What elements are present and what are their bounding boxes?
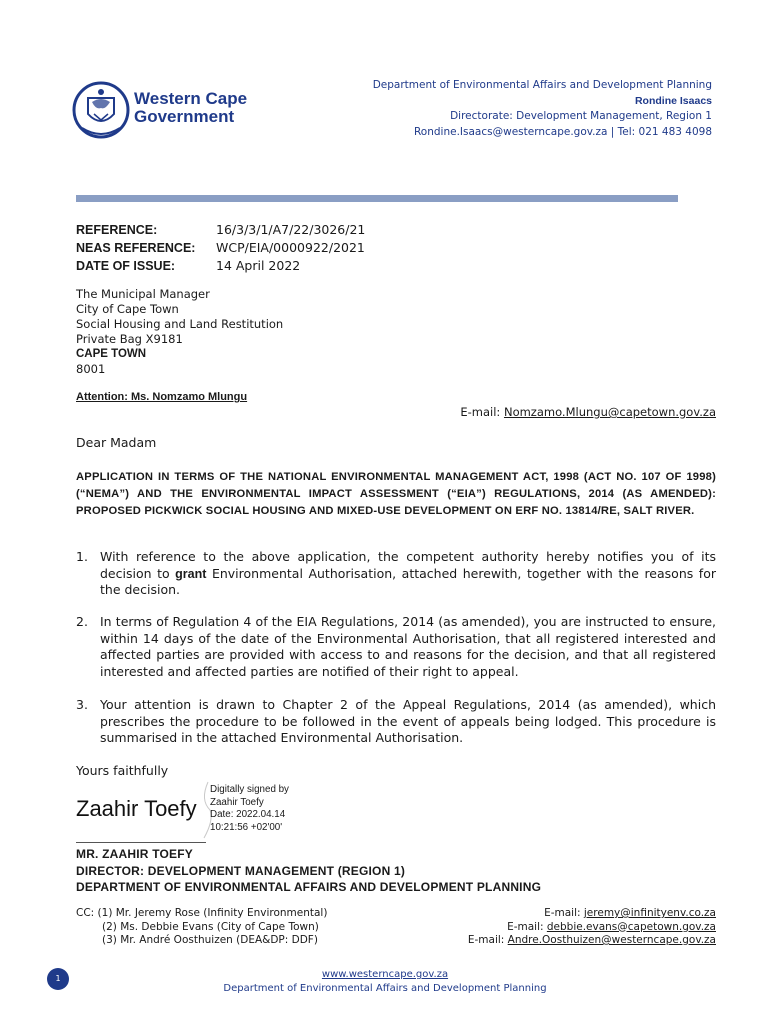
paragraph-text: Your attention is drawn to Chapter 2 of the Appeal Regulations, 2014 (as amended), which prescribes the procedure to be followed in the event of appeals being lodged. This procedure is summarised in the attached Environmental Authorisation. — [100, 697, 716, 745]
neas-reference-value: WCP/EIA/0000922/2021 — [216, 240, 365, 255]
signature-detail: 10:21:56 +02'00' — [210, 821, 283, 833]
signatory-name: MR. ZAAHIR TOEFY — [76, 847, 193, 861]
logo-text-line2: Government — [134, 107, 235, 126]
address-city: CAPE TOWN — [76, 348, 147, 360]
address-line: Private Bag X9181 — [76, 332, 183, 346]
paragraph-number: 3. — [76, 697, 88, 712]
signature-detail: Date: 2022.04.14 — [210, 809, 286, 820]
officer-name: Rondine Isaacs — [634, 94, 712, 107]
header-rule — [76, 195, 678, 202]
page-number-badge: 1 — [47, 968, 69, 990]
cc-item: CC: (1) Mr. Jeremy Rose (Infinity Environmental) — [76, 907, 328, 919]
signature-line — [76, 842, 206, 843]
directorate: Directorate: Development Management, Region 1 — [450, 110, 712, 122]
department-header — [373, 78, 712, 140]
cc-email-link[interactable]: debbie.evans@capetown.gov.za — [546, 920, 716, 933]
cc-item: (3) Mr. André Oosthuizen (DEA&DP: DDF) — [102, 934, 318, 946]
digital-signature-details — [210, 784, 289, 834]
attention-email-link[interactable]: Nomzamo.Mlungu@capetown.gov.za — [503, 405, 716, 419]
email-label: E-mail: — [507, 920, 547, 933]
address-line: City of Cape Town — [76, 302, 179, 316]
footer-website-link[interactable]: www.westerncape.gov.za — [321, 969, 449, 980]
logo-text-line1: Western Cape — [134, 89, 248, 108]
neas-reference-label: NEAS REFERENCE: — [76, 241, 196, 255]
paragraph-text: With reference to the above application, the competent authority hereby notifies you of its decision to — [100, 549, 716, 581]
signatory-block — [76, 846, 541, 896]
attention-email — [460, 405, 716, 419]
reference-label: REFERENCE: — [76, 223, 158, 237]
cc-list — [76, 907, 327, 948]
address-line: The Municipal Manager — [76, 287, 210, 301]
paragraph-text: In terms of Regulation 4 of the EIA Regulations, 2014 (as amended), you are instructed to ensure, within 14 days of the date of the Environmental Authorisation, that all registered interested and affected parties are provided with access to and reasons for the decision, and that all registered interested and affected parties are notified of their right to appeal. — [100, 614, 716, 679]
reference-value: 16/3/3/1/A7/22/3026/21 — [216, 222, 366, 237]
footer-department: Department of Environmental Affairs and Development Planning — [223, 983, 547, 994]
salutation: Dear Madam — [76, 435, 157, 450]
paragraph-2 — [76, 614, 716, 680]
recipient-address — [76, 287, 283, 377]
email-label: E-mail: — [460, 405, 504, 419]
cc-email-link[interactable]: jeremy@infinityenv.co.za — [583, 907, 716, 919]
closing: Yours faithfully — [76, 763, 169, 778]
date-of-issue-value: 14 April 2022 — [216, 258, 301, 273]
attention-line: Attention: Ms. Nomzamo Mlungu — [76, 391, 248, 403]
address-postcode: 8001 — [76, 362, 106, 376]
cc-item: (2) Ms. Debbie Evans (City of Cape Town) — [102, 920, 319, 933]
logo — [72, 78, 272, 142]
reference-block — [76, 221, 365, 275]
paragraph-text: Environmental Authorisation, attached herewith, together with the reasons for the decision. — [100, 565, 716, 597]
paragraph-emphasis: grant — [175, 566, 207, 581]
date-of-issue-label: DATE OF ISSUE: — [76, 259, 176, 273]
signature-name: Zaahir Toefy — [76, 796, 197, 821]
cc-emails — [468, 907, 716, 948]
paragraph-3 — [76, 697, 716, 747]
coat-of-arms-icon — [72, 78, 130, 142]
email-label: E-mail: — [544, 907, 584, 919]
signature-detail: Zaahir Toefy — [210, 796, 264, 808]
footer — [0, 968, 770, 996]
email-label: E-mail: — [467, 934, 508, 946]
department-name: Department of Environmental Affairs and Development Planning — [372, 79, 712, 91]
address-line: Social Housing and Land Restitution — [76, 317, 284, 331]
paragraph-number: 2. — [76, 614, 88, 629]
paragraph-number: 1. — [76, 549, 88, 564]
subject-heading: APPLICATION IN TERMS OF THE NATIONAL ENVIRONMENTAL MANAGEMENT ACT, 1998 (ACT NO. 107 OF 1998) (“NEMA”) AND THE ENVIRONMENTAL IMPACT ASSESSMENT (“EIA”) REGULATIONS, 2014 (AS AMENDED): PROPOSED PICKWICK SOCIAL HOUSING AND MIXED-USE DEVELOPMENT ON ERF NO. 13814/RE, SALT RIVER. — [76, 471, 716, 517]
officer-contact: Rondine.Isaacs@westerncape.gov.za | Tel: 021 483 4098 — [413, 125, 712, 138]
signatory-department: DEPARTMENT OF ENVIRONMENTAL AFFAIRS AND DEVELOPMENT PLANNING — [76, 880, 542, 894]
signature-detail: Digitally signed by — [210, 784, 289, 795]
cc-email-link[interactable]: Andre.Oosthuizen@westerncape.gov.za — [507, 934, 716, 946]
signatory-title: DIRECTOR: DEVELOPMENT MANAGEMENT (REGION 1) — [76, 863, 406, 878]
paragraph-1 — [76, 549, 716, 599]
